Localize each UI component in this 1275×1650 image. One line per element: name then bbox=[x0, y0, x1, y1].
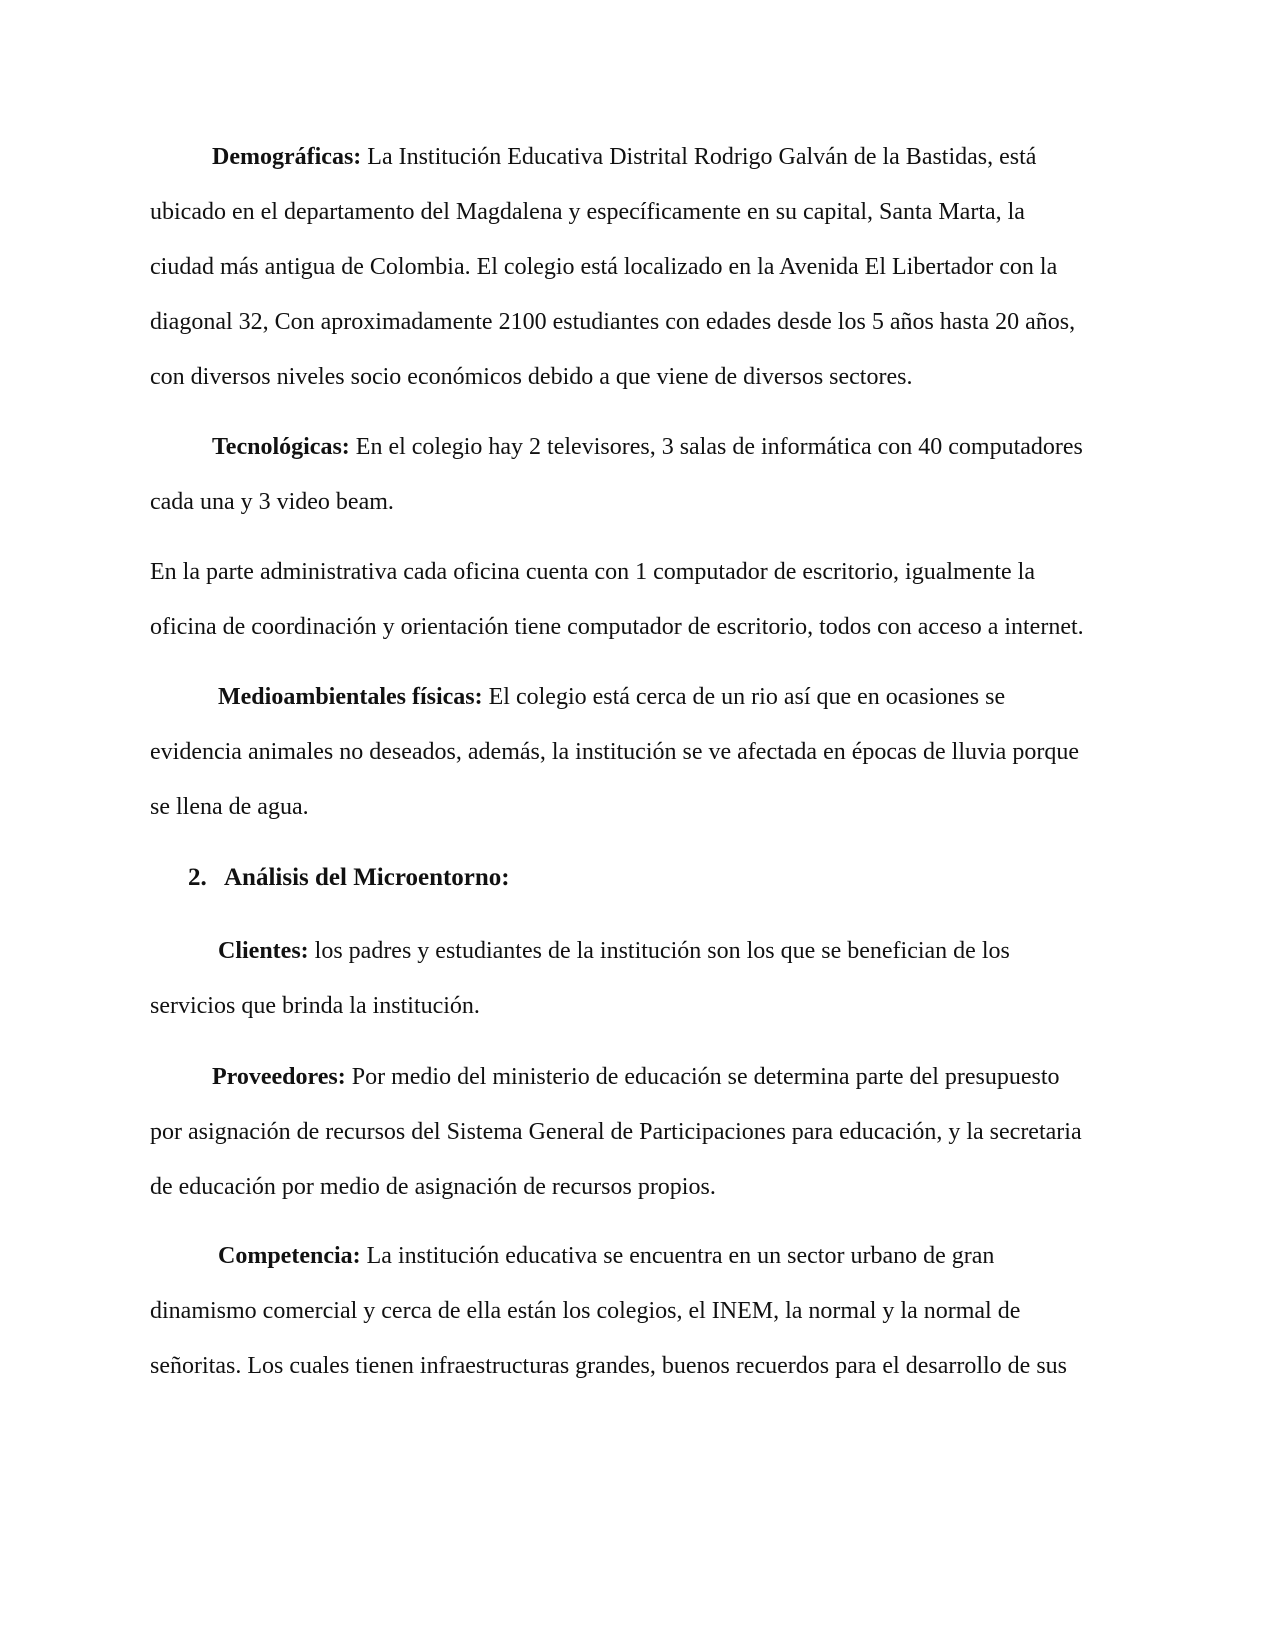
paragraph-administrativa-line-1: En la parte administrativa cada oficina cuenta con 1 computador de escritorio, igualmente la bbox=[150, 559, 1035, 585]
section-heading bbox=[188, 863, 510, 893]
paragraph-tecnologicas-line-1 bbox=[212, 432, 1083, 462]
paragraph-clientes-line-2: servicios que brinda la institución. bbox=[150, 993, 480, 1019]
clientes-label: Clientes: bbox=[218, 938, 309, 964]
paragraph-tecnologicas-line-2: cada una y 3 video beam. bbox=[150, 489, 394, 515]
paragraph-demograficas-line-1 bbox=[212, 142, 1036, 172]
paragraph-demograficas-line-2: ubicado en el departamento del Magdalena y específicamente en su capital, Santa Marta, la bbox=[150, 199, 1025, 225]
paragraph-medioambientales-line-3: se llena de agua. bbox=[150, 794, 309, 820]
paragraph-proveedores-line-3: de educación por medio de asignación de recursos propios. bbox=[150, 1174, 716, 1200]
demograficas-text: La Institución Educativa Distrital Rodrigo Galván de la Bastidas, está bbox=[361, 144, 1037, 170]
tecnologicas-label: Tecnológicas: bbox=[212, 434, 350, 460]
section-heading-number: 2. bbox=[188, 864, 207, 891]
section-heading-text: Análisis del Microentorno: bbox=[224, 864, 510, 891]
clientes-text: los padres y estudiantes de la institución son los que se benefician de los bbox=[308, 938, 1010, 964]
tecnologicas-text: En el colegio hay 2 televisores, 3 salas de informática con 40 computadores bbox=[349, 434, 1083, 460]
proveedores-text: Por medio del ministerio de educación se determina parte del presupuesto bbox=[345, 1064, 1060, 1090]
paragraph-administrativa-line-2: oficina de coordinación y orientación tiene computador de escritorio, todos con acceso a internet. bbox=[150, 614, 1084, 640]
paragraph-medioambientales-line-1 bbox=[218, 682, 1005, 712]
medioambientales-text: El colegio está cerca de un rio así que en ocasiones se bbox=[482, 684, 1006, 710]
paragraph-medioambientales-line-2: evidencia animales no deseados, además, la institución se ve afectada en épocas de lluvia porque bbox=[150, 739, 1079, 765]
paragraph-competencia-line-1 bbox=[218, 1241, 994, 1271]
paragraph-clientes-line-1 bbox=[218, 936, 1010, 966]
competencia-label: Competencia: bbox=[218, 1243, 361, 1269]
demograficas-label: Demográficas: bbox=[212, 144, 362, 170]
paragraph-demograficas-line-3: ciudad más antigua de Colombia. El colegio está localizado en la Avenida El Libertador con la bbox=[150, 254, 1058, 280]
proveedores-label: Proveedores: bbox=[212, 1064, 346, 1090]
competencia-text: La institución educativa se encuentra en un sector urbano de gran bbox=[360, 1243, 995, 1269]
paragraph-proveedores-line-2: por asignación de recursos del Sistema General de Participaciones para educación, y la secretaria bbox=[150, 1119, 1082, 1145]
paragraph-demograficas-line-4: diagonal 32, Con aproximadamente 2100 estudiantes con edades desde los 5 años hasta 20 años, bbox=[150, 309, 1076, 335]
paragraph-demograficas-line-5: con diversos niveles socio económicos debido a que viene de diversos sectores. bbox=[150, 364, 913, 390]
medioambientales-label: Medioambientales físicas: bbox=[218, 684, 483, 710]
paragraph-proveedores-line-1 bbox=[212, 1062, 1060, 1092]
paragraph-competencia-line-3: señoritas. Los cuales tienen infraestructuras grandes, buenos recuerdos para el desarrollo de sus bbox=[150, 1353, 1068, 1379]
paragraph-competencia-line-2: dinamismo comercial y cerca de ella están los colegios, el INEM, la normal y la normal de bbox=[150, 1298, 1021, 1324]
